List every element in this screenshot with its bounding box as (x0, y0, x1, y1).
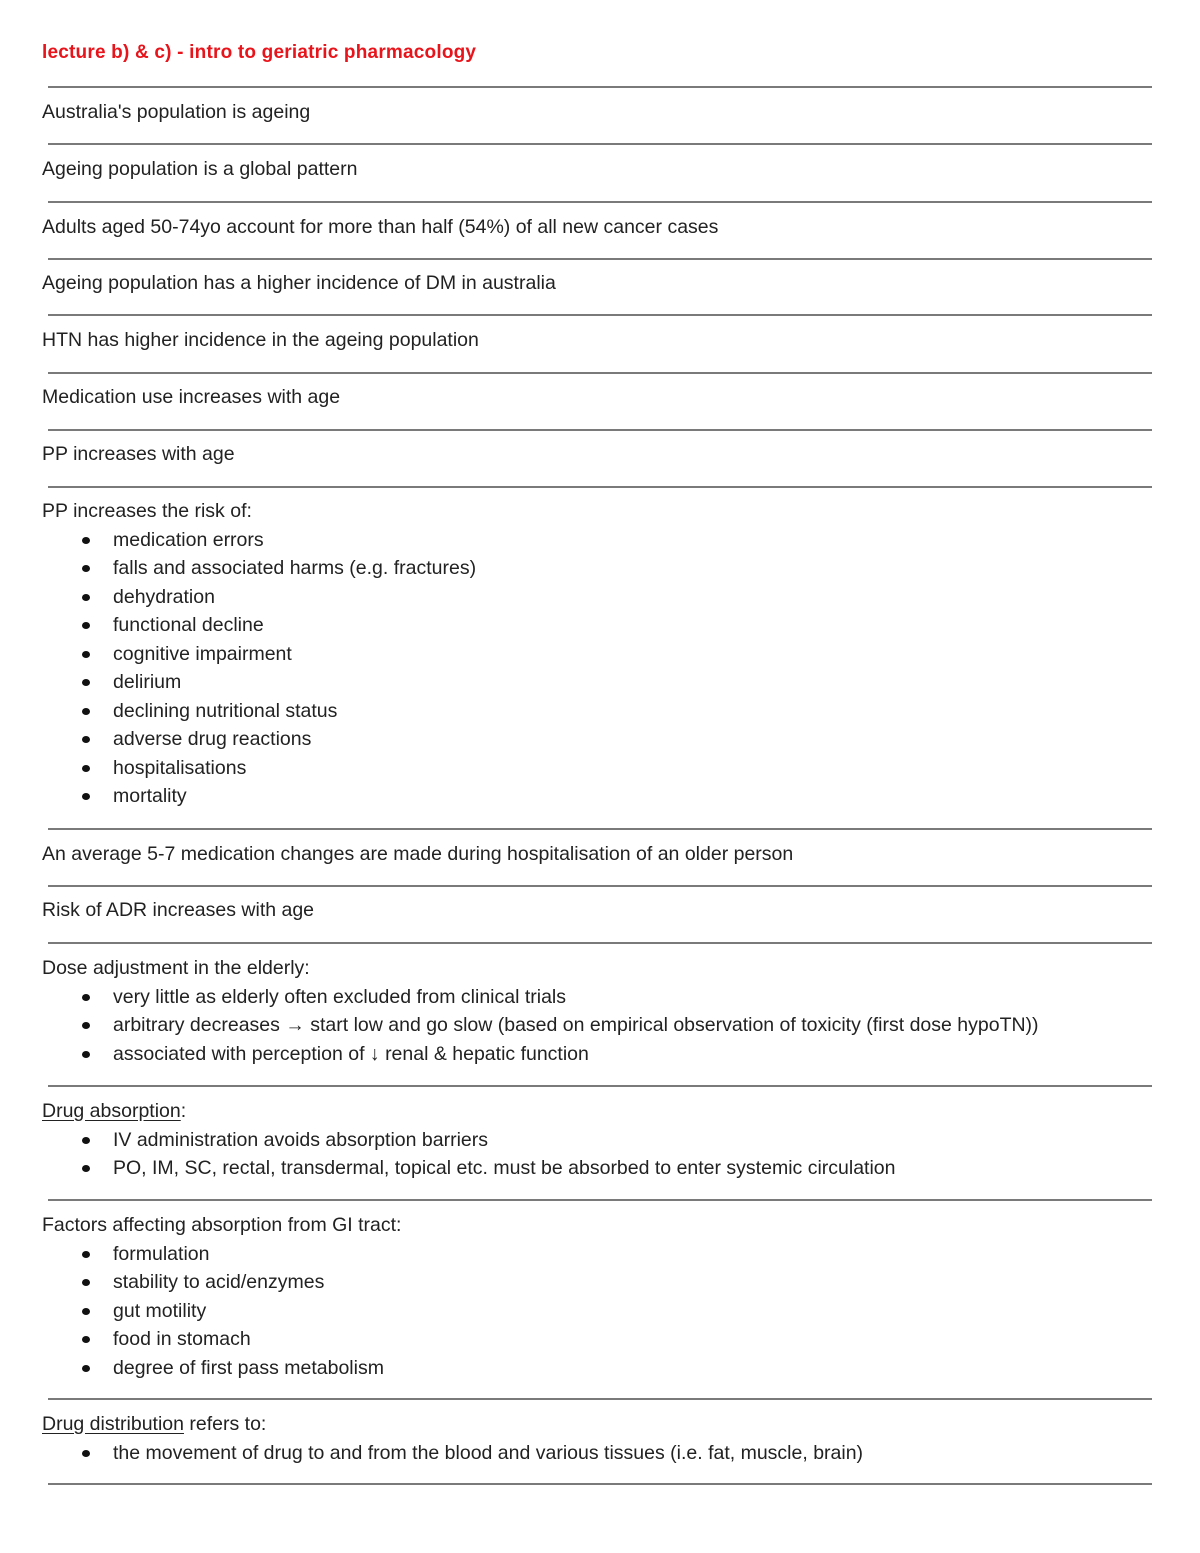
bullet-list (42, 526, 1152, 811)
list-item: adverse drug reactions (42, 725, 1152, 754)
list-item: the movement of drug to and from the blood and various tissues (i.e. fat, muscle, brain) (42, 1439, 1152, 1468)
note-line: Ageing population has a higher incidence of DM in australia (42, 272, 556, 294)
list-item: medication errors (42, 526, 1152, 555)
bullet-list (42, 1126, 1152, 1183)
divider (48, 86, 1152, 88)
list-item: degree of first pass metabolism (42, 1354, 1152, 1383)
list-item: arbitrary decreases → start low and go slow (based on empirical observation of toxicity (first dose hypoTN)) (42, 1011, 1152, 1040)
note-line: HTN has higher incidence in the ageing population (42, 329, 479, 351)
bullet-icon (82, 1165, 90, 1172)
section-heading: Dose adjustment in the elderly: (42, 957, 310, 979)
bullet-icon (82, 765, 90, 772)
bullet-list (42, 983, 1152, 1069)
document-title: lecture b) & c) - intro to geriatric pharmacology (42, 42, 477, 63)
section-heading: Factors affecting absorption from GI tract: (42, 1214, 402, 1236)
bullet-icon (82, 594, 90, 601)
bullet-icon (82, 1308, 90, 1315)
divider (48, 372, 1152, 374)
section-heading: PP increases the risk of: (42, 500, 252, 522)
bullet-icon (82, 1279, 90, 1286)
distribution-section (42, 1410, 1152, 1467)
bullet-icon (82, 1022, 90, 1029)
section-heading: Drug distribution refers to: (42, 1413, 267, 1435)
bullet-icon (82, 565, 90, 572)
list-item: food in stomach (42, 1325, 1152, 1354)
bullet-icon (82, 793, 90, 800)
divider (48, 828, 1152, 830)
list-item: hospitalisations (42, 754, 1152, 783)
list-item: cognitive impairment (42, 640, 1152, 669)
divider (48, 314, 1152, 316)
bullet-icon (82, 708, 90, 715)
dose-section (42, 954, 1152, 1068)
divider (48, 486, 1152, 488)
divider (48, 143, 1152, 145)
list-item: IV administration avoids absorption barriers (42, 1126, 1152, 1155)
bullet-icon (82, 994, 90, 1001)
divider (48, 942, 1152, 944)
note-line: An average 5-7 medication changes are made during hospitalisation of an older person (42, 843, 794, 865)
bullet-icon (82, 1137, 90, 1144)
bullet-icon (82, 622, 90, 629)
bullet-icon (82, 1365, 90, 1372)
list-item: associated with perception of ↓ renal & hepatic function (42, 1040, 1152, 1069)
note-line: Risk of ADR increases with age (42, 899, 315, 921)
bullet-icon (82, 1336, 90, 1343)
bullet-icon (82, 537, 90, 544)
note-line: PP increases with age (42, 443, 235, 465)
bullet-icon (82, 651, 90, 658)
bullet-icon (82, 1051, 90, 1058)
bullet-icon (82, 679, 90, 686)
bullet-list (42, 1240, 1152, 1383)
list-item: falls and associated harms (e.g. fractures) (42, 554, 1152, 583)
list-item: PO, IM, SC, rectal, transdermal, topical etc. must be absorbed to enter systemic circulation (42, 1154, 1152, 1183)
list-item: gut motility (42, 1297, 1152, 1326)
list-item: delirium (42, 668, 1152, 697)
bullet-icon (82, 1450, 90, 1457)
list-item: declining nutritional status (42, 697, 1152, 726)
absorption-section (42, 1097, 1152, 1183)
list-item: functional decline (42, 611, 1152, 640)
divider (48, 429, 1152, 431)
note-line: Medication use increases with age (42, 386, 341, 408)
divider (48, 1199, 1152, 1201)
divider (48, 201, 1152, 203)
list-item: dehydration (42, 583, 1152, 612)
list-item: mortality (42, 782, 1152, 811)
pp-risk-section (42, 497, 1152, 811)
divider (48, 1085, 1152, 1087)
list-item: very little as elderly often excluded from clinical trials (42, 983, 1152, 1012)
factors-section (42, 1211, 1152, 1382)
divider (48, 258, 1152, 260)
note-line: Australia's population is ageing (42, 101, 311, 123)
list-item: stability to acid/enzymes (42, 1268, 1152, 1297)
bullet-icon (82, 1251, 90, 1258)
bullet-icon (82, 736, 90, 743)
note-line: Adults aged 50-74yo account for more than half (54%) of all new cancer cases (42, 216, 719, 238)
divider (48, 885, 1152, 887)
section-heading: Drug absorption: (42, 1100, 187, 1122)
list-item: formulation (42, 1240, 1152, 1269)
bullet-list (42, 1439, 1152, 1468)
note-line: Ageing population is a global pattern (42, 158, 358, 180)
divider (48, 1398, 1152, 1400)
divider (48, 1483, 1152, 1485)
